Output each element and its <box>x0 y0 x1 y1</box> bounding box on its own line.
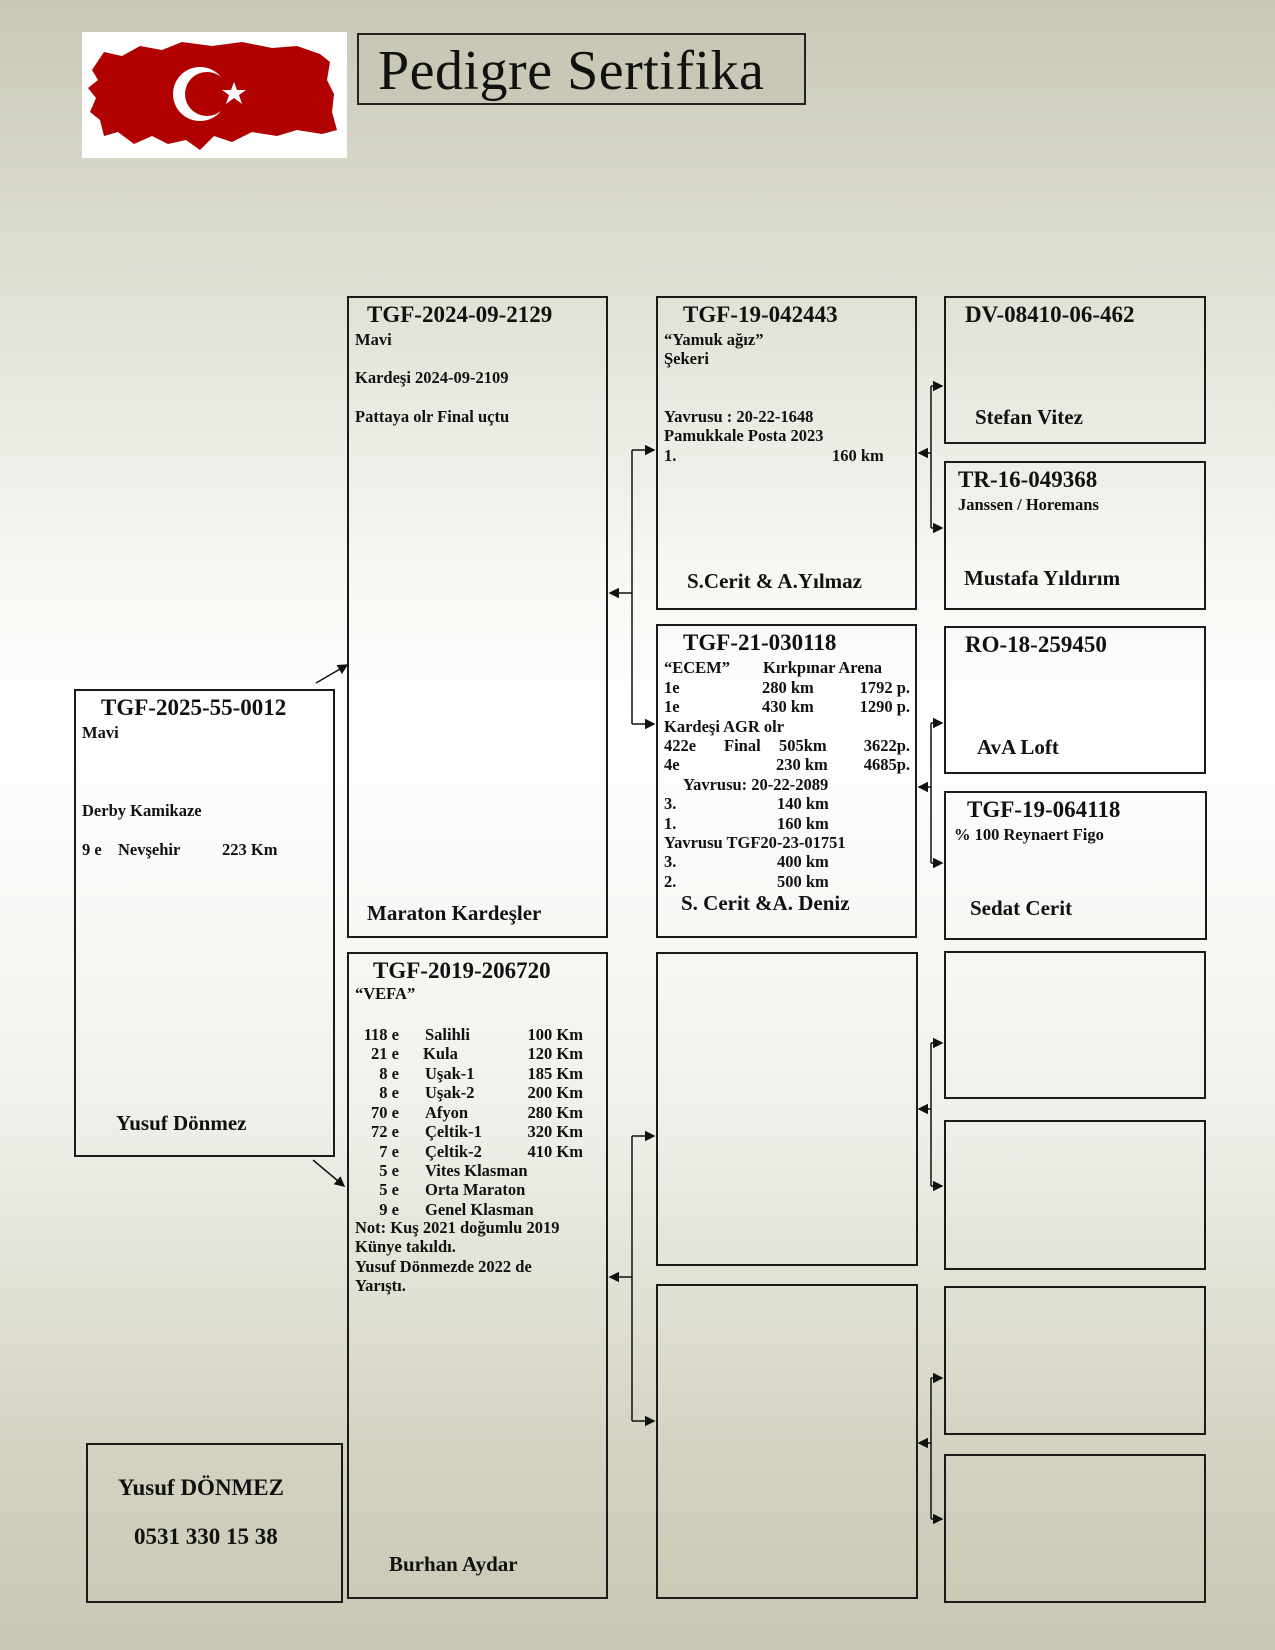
dam-owner: Burhan Aydar <box>389 1552 518 1576</box>
result-place: 1. <box>664 814 677 833</box>
result-distance: 430 km <box>762 697 814 716</box>
arrow-to-dam <box>313 1160 344 1186</box>
bird-ring: TGF-2025-55-0012 <box>101 695 287 720</box>
gg-owner: AvA Loft <box>977 735 1059 759</box>
result-distance: 160 km <box>777 814 829 833</box>
result-distance: 200 Km <box>527 1083 583 1102</box>
result-race: Final <box>724 736 761 755</box>
sire-dam-line <box>664 717 912 737</box>
result-distance: 160 km <box>832 446 884 465</box>
bird-result-distance: 223 Km <box>222 840 278 859</box>
result-place: 4e <box>664 755 680 774</box>
gg-ring: RO-18-259450 <box>965 632 1107 657</box>
bird-note: Derby Kamikaze <box>82 801 202 820</box>
result-distance: 505km <box>779 736 827 755</box>
sire-dam-line <box>664 736 912 756</box>
result-place: 8 e <box>379 1064 399 1083</box>
result-race: Orta Maraton <box>425 1180 526 1199</box>
result-distance: 185 Km <box>527 1064 583 1083</box>
result-place: 118 e <box>363 1025 399 1044</box>
dam-result-row <box>355 1180 600 1200</box>
result-race: Genel Klasman <box>425 1200 534 1219</box>
result-distance: 280 km <box>762 678 814 697</box>
sire-dam-card <box>656 624 917 938</box>
result-race: Afyon <box>425 1103 469 1122</box>
result-race: Salihli <box>425 1025 470 1044</box>
dam-result-row <box>355 1122 600 1142</box>
result-place: 1e <box>664 697 680 716</box>
sire-dam-sibling: Kardeşi AGR olr <box>664 717 785 736</box>
sire-dam-venue: Kırkpınar Arena <box>763 658 883 677</box>
result-place: 5 e <box>379 1161 399 1180</box>
result-race: Uşak-2 <box>425 1083 475 1102</box>
sire-dam-line <box>664 775 912 795</box>
result-place: 422e <box>664 736 697 755</box>
result-place: 5 e <box>379 1180 399 1199</box>
sire-dam-offspring: Yavrusu TGF20-23-01751 <box>664 833 846 852</box>
result-place: 7 e <box>379 1142 399 1161</box>
result-distance: 410 Km <box>527 1142 583 1161</box>
result-distance: 280 Km <box>527 1103 583 1122</box>
gg-card <box>944 461 1206 610</box>
result-distance: 230 km <box>776 755 828 774</box>
result-distance: 120 Km <box>527 1044 583 1063</box>
sire-dam-line <box>664 755 912 775</box>
dam-note-line: Yarıştı. <box>355 1276 406 1295</box>
dam-dam-card <box>656 1284 918 1599</box>
result-place: 1e <box>664 678 680 697</box>
dam-result-row <box>355 1161 600 1181</box>
result-distance: 500 km <box>777 872 829 891</box>
result-points: 1290 p. <box>859 697 910 716</box>
bird-result-place: 9 e <box>82 840 102 859</box>
result-points: 1792 p. <box>859 678 910 697</box>
gg-owner: Stefan Vitez <box>975 405 1083 429</box>
sire-sire-name: “Yamuk ağız” <box>664 330 764 349</box>
bird-owner: Yusuf Dönmez <box>116 1111 247 1135</box>
result-race: Uşak-1 <box>425 1064 475 1083</box>
dam-result-row <box>355 1200 600 1220</box>
sire-owner: Maraton Kardeşler <box>367 901 542 925</box>
sire-sire-name2: Şekeri <box>664 349 709 368</box>
gg-card <box>944 626 1206 774</box>
result-distance: 140 km <box>777 794 829 813</box>
sire-dam-line <box>664 794 912 814</box>
sire-sire-result <box>664 446 909 466</box>
gg-ring: TGF-19-064118 <box>967 797 1121 822</box>
gg-card <box>944 296 1206 444</box>
result-race: Çeltik-2 <box>425 1142 482 1161</box>
result-place: 72 e <box>371 1122 399 1141</box>
sire-card <box>347 296 608 938</box>
dam-result-row <box>355 1083 600 1103</box>
sire-note: Pattaya olr Final uçtu <box>355 407 510 426</box>
sire-sire-owner: S.Cerit & A.Yılmaz <box>687 569 862 593</box>
dam-result-row <box>355 1025 600 1045</box>
gg-card-empty <box>944 1454 1206 1603</box>
result-place: 3. <box>664 852 677 871</box>
result-place: 2. <box>664 872 677 891</box>
gg-owner: Mustafa Yıldırım <box>964 566 1121 590</box>
dam-result-row <box>355 1103 600 1123</box>
result-place: 70 e <box>371 1103 399 1122</box>
gg-card-empty <box>944 1120 1206 1270</box>
dam-name: “VEFA” <box>355 984 416 1003</box>
result-place: 9 e <box>379 1200 399 1219</box>
result-race: Kula <box>423 1044 458 1063</box>
gg-owner: Sedat Cerit <box>970 896 1073 920</box>
bird-result-race: Nevşehir <box>118 840 181 859</box>
result-distance: 100 Km <box>527 1025 583 1044</box>
sire-dam-line <box>664 697 912 717</box>
gg-card <box>944 791 1207 940</box>
gg-sub: % 100 Reynaert Figo <box>954 825 1104 844</box>
gg-card-empty <box>944 951 1206 1099</box>
gg-ring: TR-16-049368 <box>958 467 1098 492</box>
bird-color: Mavi <box>82 723 119 742</box>
page-title: Pedigre Sertifika <box>378 40 765 102</box>
result-place: 1. <box>664 446 677 465</box>
contact-card <box>86 1443 343 1603</box>
dam-result-row <box>355 1044 600 1064</box>
result-place: 21 e <box>371 1044 399 1063</box>
sire-dam-header <box>664 658 909 678</box>
sire-dam-line <box>664 814 912 834</box>
result-place: 8 e <box>379 1083 399 1102</box>
contact-name: Yusuf DÖNMEZ <box>118 1475 284 1500</box>
result-race: Çeltik-1 <box>425 1122 482 1141</box>
sire-ring: TGF-2024-09-2129 <box>367 302 553 327</box>
dam-sire-card <box>656 952 918 1266</box>
dam-note-line: Not: Kuş 2021 doğumlu 2019 <box>355 1218 560 1237</box>
gg-ring: DV-08410-06-462 <box>965 302 1135 327</box>
turkey-flag-map-logo <box>82 32 347 158</box>
sire-sire-offspring: Yavrusu : 20-22-1648 <box>664 407 814 426</box>
result-place: 3. <box>664 794 677 813</box>
sire-dam-line <box>664 678 912 698</box>
dam-note-line: Yusuf Dönmezde 2022 de <box>355 1257 532 1276</box>
sire-sire-ring: TGF-19-042443 <box>683 302 838 327</box>
sire-dam-line <box>664 872 912 892</box>
gg-card-empty <box>944 1286 1206 1435</box>
bird-result <box>82 840 322 860</box>
dam-result-row <box>355 1142 600 1162</box>
result-race: Vites Klasman <box>425 1161 528 1180</box>
contact-phone: 0531 330 15 38 <box>134 1524 278 1549</box>
sire-sire-race: Pamukkale Posta 2023 <box>664 426 824 445</box>
title-box <box>357 33 806 105</box>
result-distance: 400 km <box>777 852 829 871</box>
result-points: 4685p. <box>863 755 910 774</box>
sire-color: Mavi <box>355 330 392 349</box>
result-points: 3622p. <box>863 736 910 755</box>
dam-result-row <box>355 1064 600 1084</box>
turkey-map-icon <box>82 32 347 158</box>
dam-ring: TGF-2019-206720 <box>373 958 551 983</box>
sire-dam-offspring: Yavrusu: 20-22-2089 <box>683 775 829 794</box>
gg-sub: Janssen / Horemans <box>958 495 1099 514</box>
sire-dam-owner: S. Cerit &A. Deniz <box>681 891 850 915</box>
sire-sibling: Kardeşi 2024-09-2109 <box>355 368 509 387</box>
bird-card <box>74 689 335 1157</box>
dam-card <box>347 952 608 1599</box>
sire-dam-name: “ECEM” <box>664 658 730 677</box>
sire-dam-ring: TGF-21-030118 <box>683 630 837 655</box>
result-distance: 320 Km <box>527 1122 583 1141</box>
sire-dam-line <box>664 852 912 872</box>
sire-dam-line <box>664 833 912 853</box>
arrow-to-sire <box>316 665 347 683</box>
dam-note-line: Künye takıldı. <box>355 1237 456 1256</box>
sire-sire-card <box>656 296 917 610</box>
